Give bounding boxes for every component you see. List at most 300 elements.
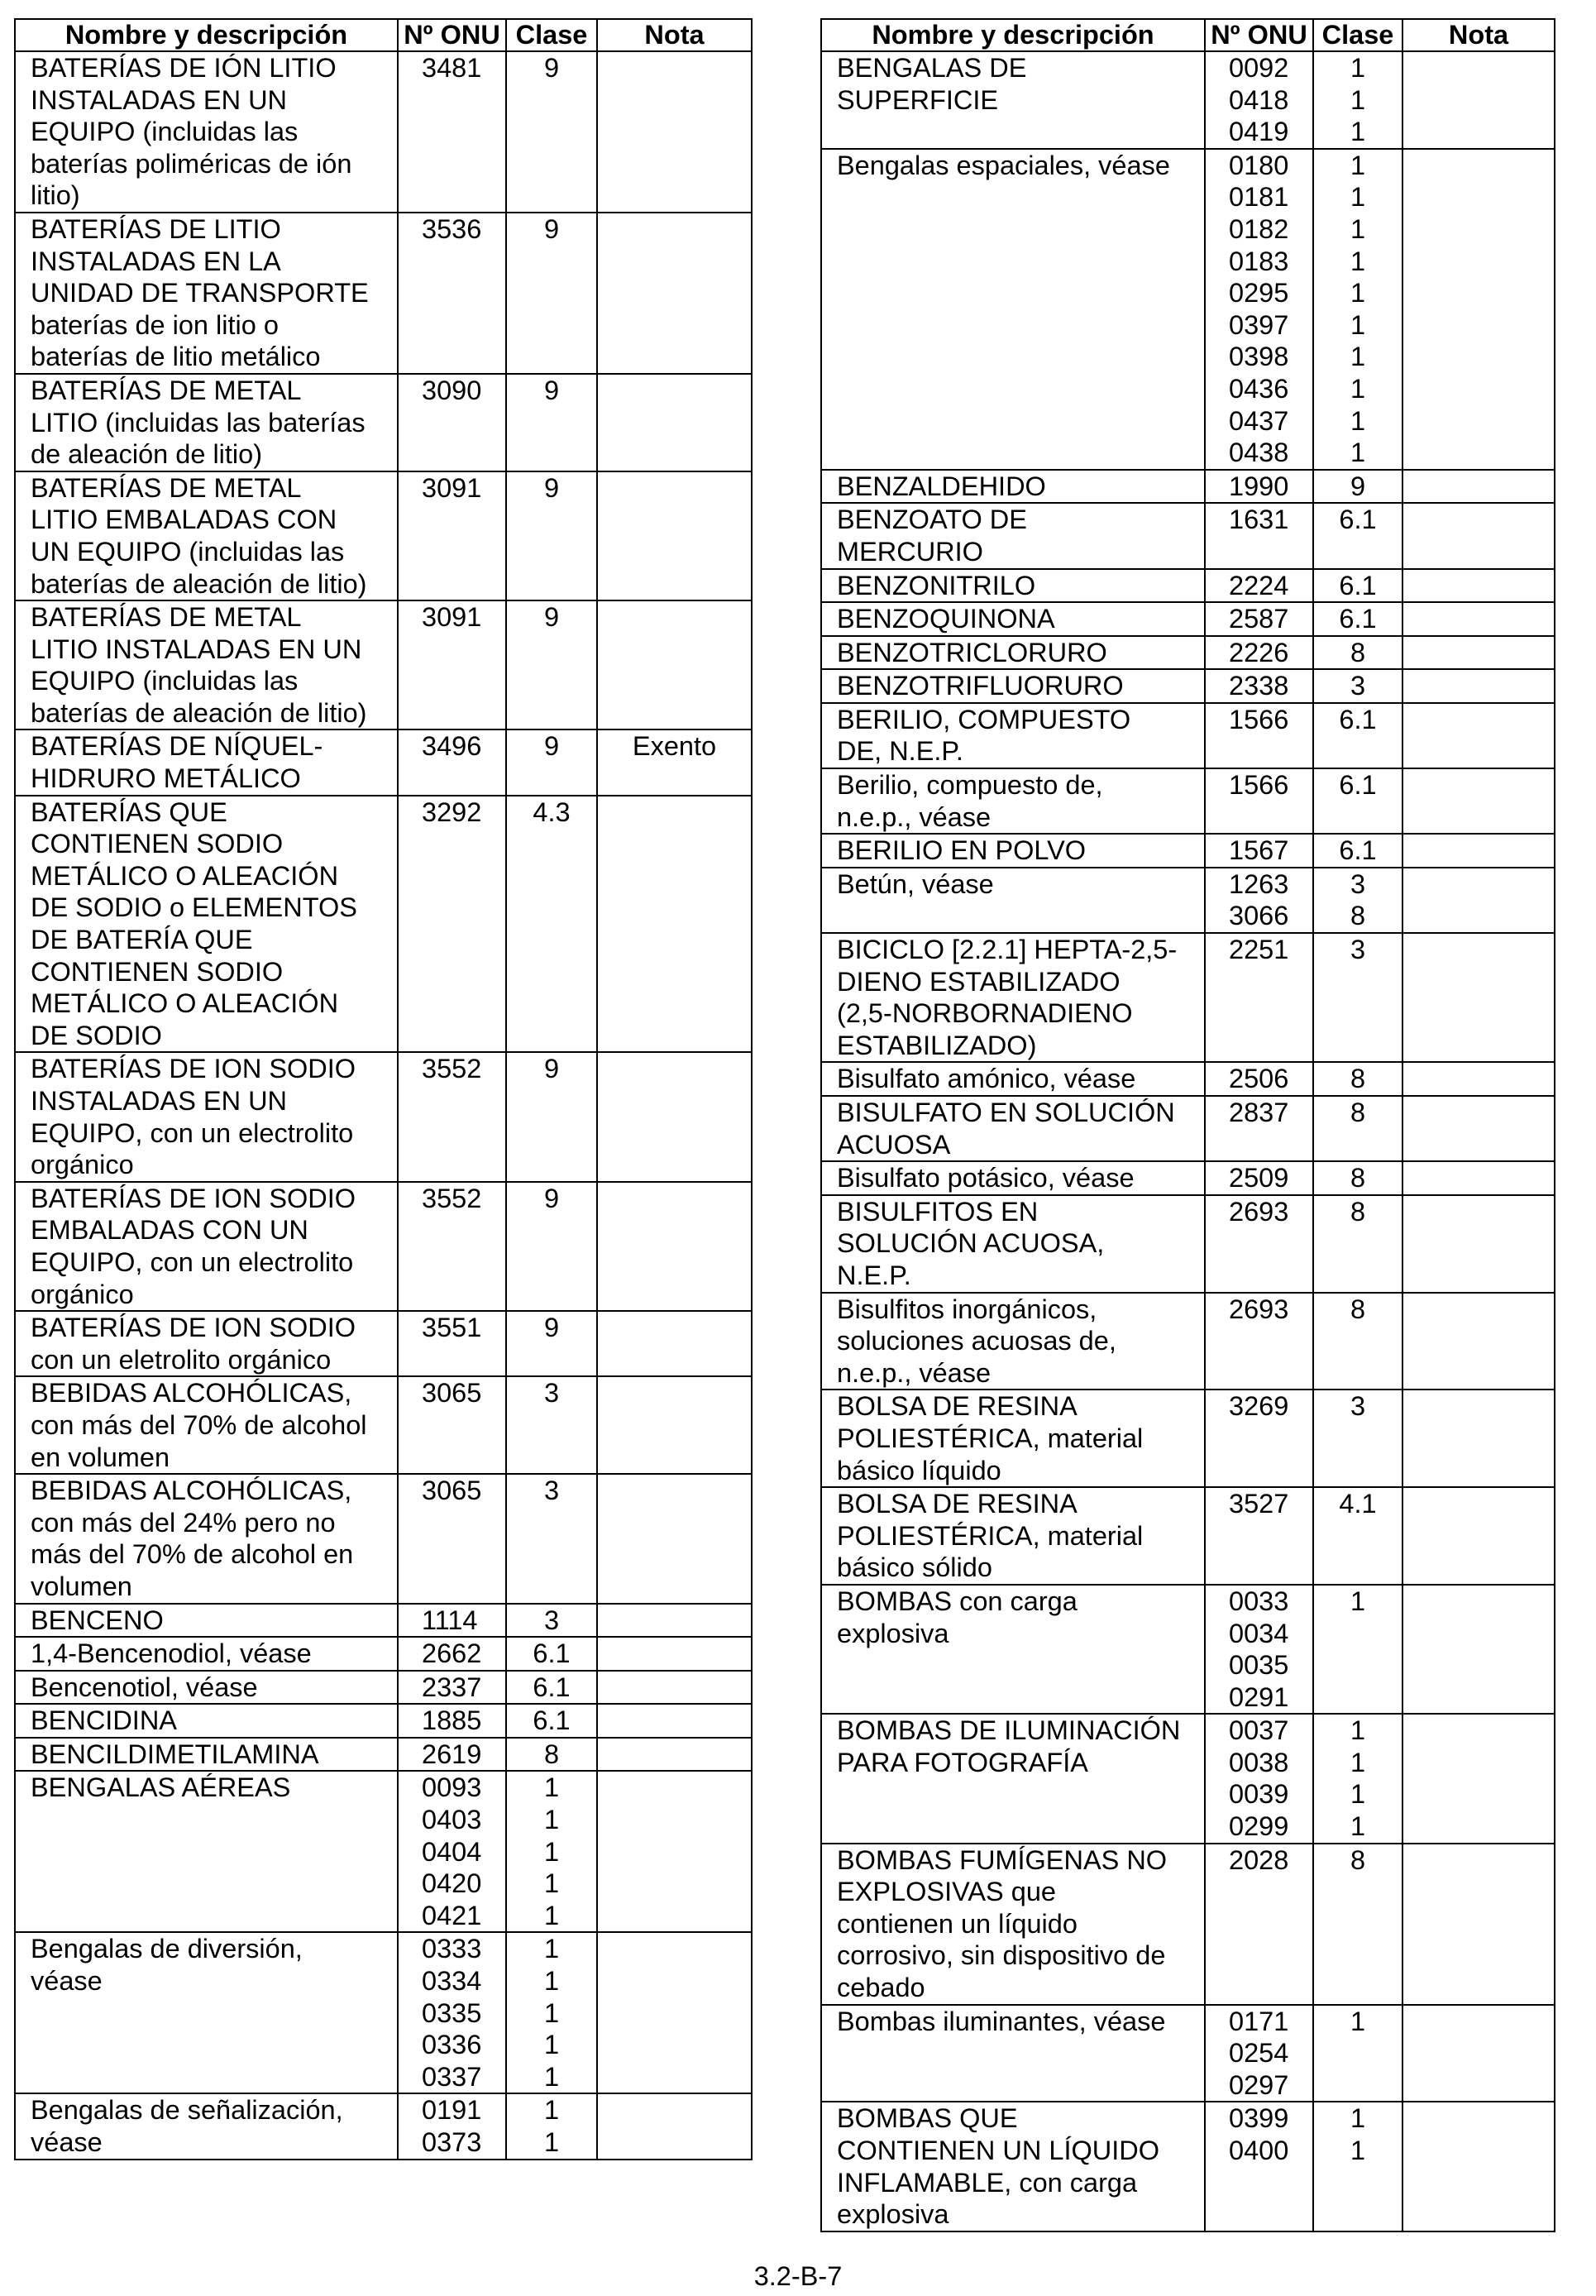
entry-name-line: BISULFATO EN SOLUCIÓN	[837, 1098, 1175, 1127]
entry-name-line: BATERÍAS QUE	[31, 796, 227, 827]
entry-name-line: UNIDAD DE TRANSPORTE	[31, 278, 369, 309]
un-number-line: 3091	[422, 602, 482, 633]
un-number-line: 3066	[1229, 901, 1289, 931]
table-row	[15, 1182, 752, 1311]
un-number-line: 0297	[1229, 2069, 1289, 2100]
hazard-class-line: 1	[1350, 405, 1366, 436]
un-number-line: 2338	[1229, 671, 1289, 701]
entry-name-cell	[15, 1376, 398, 1474]
hazard-class-line: 8	[1350, 901, 1366, 931]
note-cell	[597, 213, 752, 374]
un-number-line: 0333	[422, 1934, 482, 1964]
entry-name-cell	[821, 1293, 1205, 1390]
entry-name-line: BENZOTRIFLUORURO	[837, 671, 1124, 701]
note-cell	[1402, 1096, 1555, 1161]
un-number-cell	[1205, 149, 1313, 470]
un-number-cell	[1205, 1487, 1313, 1585]
note-cell	[597, 374, 752, 471]
un-number-line: 3527	[1229, 1489, 1289, 1519]
note-cell	[597, 796, 752, 1053]
hazard-class-line: 8	[1350, 637, 1366, 667]
un-number-cell	[398, 2093, 506, 2159]
un-number-line: 0181	[1229, 182, 1289, 213]
hazard-class-cell	[1313, 602, 1402, 636]
entry-name-line: BENZOTRICLORURO	[837, 637, 1107, 667]
entry-name-line: véase	[31, 2127, 103, 2157]
entry-name-line: HIDRURO METÁLICO	[31, 763, 301, 794]
un-number-cell	[398, 1376, 506, 1474]
un-number-line: 0183	[1229, 246, 1289, 276]
un-number-cell	[1205, 470, 1313, 504]
table-row	[15, 374, 752, 471]
entry-name-cell	[821, 768, 1205, 834]
hazard-class-line: 3	[1350, 1391, 1366, 1422]
hazard-class-line: 3	[543, 1476, 560, 1506]
hazard-class-line: 1	[543, 1772, 560, 1803]
entry-name-line: EXPLOSIVAS que	[837, 1877, 1056, 1907]
hazard-class-line: 1	[543, 1868, 560, 1899]
un-number-line: 1990	[1229, 471, 1289, 501]
entry-name-cell	[15, 2093, 398, 2159]
un-number-line: 0182	[1229, 213, 1289, 244]
table-row	[821, 602, 1555, 636]
table-row	[15, 51, 752, 213]
hazard-class-cell	[506, 1771, 597, 1932]
un-number-cell	[1205, 1585, 1313, 1714]
un-number-cell	[1205, 51, 1313, 149]
table-row	[15, 1311, 752, 1376]
un-number-line: 0437	[1229, 405, 1289, 436]
entry-name-line: ESTABILIZADO)	[837, 1030, 1037, 1060]
entry-name-cell	[15, 1637, 398, 1671]
hazard-class-cell	[506, 1311, 597, 1376]
entry-name-line: BOMBAS DE ILUMINACIÓN	[837, 1715, 1181, 1746]
table-row	[821, 868, 1555, 933]
table-row	[15, 1932, 752, 2093]
entry-name-line: METÁLICO O ALEACIÓN	[31, 988, 339, 1019]
hazard-class-line: 6.1	[1339, 604, 1377, 634]
un-number-line: 1631	[1229, 505, 1289, 535]
header-name: Nombre y descripción	[821, 19, 1205, 51]
note-cell	[1402, 1293, 1555, 1390]
entry-name-line: LITIO (incluidas las baterías	[31, 407, 366, 438]
un-number-line: 2224	[1229, 570, 1289, 600]
hazard-class-cell	[1313, 933, 1402, 1062]
hazard-class-line: 8	[543, 1739, 560, 1769]
entry-name-line: con un eletrolito orgánico	[31, 1344, 332, 1375]
entry-name-cell	[15, 600, 398, 729]
un-number-cell	[1205, 602, 1313, 636]
un-number-line: 0397	[1229, 309, 1289, 340]
hazard-class-line: 9	[1350, 471, 1366, 501]
entry-name-line: BOMBAS con carga	[837, 1586, 1078, 1616]
entry-name-line: INSTALADAS EN UN	[31, 84, 288, 115]
note-cell	[597, 1704, 752, 1738]
hazard-class-cell	[1313, 1714, 1402, 1843]
entry-name-line: BENZONITRILO	[837, 570, 1036, 600]
un-number-cell	[398, 1052, 506, 1181]
entry-name-line: CONTIENEN SODIO	[31, 829, 284, 859]
entry-name-line: SOLUCIÓN ACUOSA,	[837, 1228, 1105, 1259]
note-cell	[597, 2093, 752, 2159]
entry-name-cell	[821, 503, 1205, 568]
entry-name-line: básico sólido	[837, 1552, 992, 1583]
entry-name-line: POLIESTÉRICA, material	[837, 1423, 1144, 1453]
entry-name-line: UN EQUIPO (incluidas las	[31, 536, 345, 567]
table-row	[821, 569, 1555, 603]
note-cell	[1402, 768, 1555, 834]
un-number-cell	[1205, 1390, 1313, 1487]
hazard-class-line: 6.1	[533, 1705, 571, 1736]
un-number-cell	[1205, 768, 1313, 834]
hazard-class-line: 6.1	[1339, 835, 1377, 866]
un-number-cell	[1205, 669, 1313, 703]
entry-name-line: DE, N.E.P.	[837, 736, 963, 767]
un-number-line: 0337	[422, 2061, 482, 2092]
entry-name-line: BICICLO [2.2.1] HEPTA-2,5-	[837, 935, 1178, 965]
note-cell	[1402, 834, 1555, 868]
un-number-line: 3496	[422, 731, 482, 762]
note-cell	[1402, 470, 1555, 504]
entry-name-line: Berilio, compuesto de,	[837, 770, 1103, 801]
entry-name-line: BEBIDAS ALCOHÓLICAS,	[31, 1378, 352, 1409]
un-number-line: 0035	[1229, 1650, 1289, 1681]
note-cell	[597, 1738, 752, 1772]
entry-name-cell	[15, 471, 398, 600]
entry-name-cell	[821, 636, 1205, 670]
table-row	[821, 503, 1555, 568]
un-number-cell	[398, 1738, 506, 1772]
hazard-class-line: 1	[1350, 1715, 1366, 1746]
un-number-line: 0037	[1229, 1715, 1289, 1746]
note-cell	[1402, 1062, 1555, 1096]
hazard-class-cell	[506, 729, 597, 795]
un-number-line: 0420	[422, 1868, 482, 1899]
entry-name-line: más del 70% de alcohol en	[31, 1539, 354, 1570]
entry-name-cell	[15, 1604, 398, 1638]
un-number-line: 0180	[1229, 150, 1289, 180]
entry-name-line: baterías de litio metálico	[31, 342, 321, 372]
un-number-line: 0438	[1229, 438, 1289, 468]
hazard-class-cell	[1313, 1844, 1402, 2005]
entry-name-line: BOMBAS FUMÍGENAS NO	[837, 1844, 1168, 1875]
header-note: Nota	[597, 19, 752, 51]
hazard-class-line: 9	[543, 1313, 560, 1343]
table-row	[15, 729, 752, 795]
un-number-cell	[1205, 1195, 1313, 1293]
hazard-class-line: 3	[543, 1605, 560, 1635]
note-cell	[1402, 669, 1555, 703]
un-number-cell	[398, 1771, 506, 1932]
table-row	[821, 636, 1555, 670]
entry-name-line: CONTIENEN SODIO	[31, 956, 284, 987]
entry-name-line: cebado	[837, 1973, 925, 2003]
un-number-cell	[398, 1637, 506, 1671]
un-number-line: 3552	[422, 1054, 482, 1084]
un-number-cell	[1205, 2102, 1313, 2231]
un-number-cell	[398, 1604, 506, 1638]
hazard-class-cell	[1313, 2102, 1402, 2231]
entry-name-line: con más del 70% de alcohol	[31, 1409, 367, 1440]
entry-name-cell	[15, 1671, 398, 1705]
entry-name-cell	[821, 470, 1205, 504]
un-number-line: 2619	[422, 1739, 482, 1769]
hazard-class-line: 9	[543, 731, 560, 762]
hazard-class-line: 9	[543, 472, 560, 503]
hazard-class-line: 9	[543, 53, 560, 83]
table-row	[821, 703, 1555, 768]
entry-name-cell	[15, 1311, 398, 1376]
table-header-row	[821, 19, 1555, 51]
un-number-cell	[1205, 569, 1313, 603]
hazard-class-line: 1	[1350, 1779, 1366, 1810]
entry-name-cell	[821, 602, 1205, 636]
entry-name-line: POLIESTÉRICA, material	[837, 1520, 1144, 1551]
header-un-number: Nº ONU	[398, 19, 506, 51]
hazard-class-cell	[506, 1932, 597, 2093]
un-number-line: 2337	[422, 1672, 482, 1702]
entry-name-line: PARA FOTOGRAFÍA	[837, 1747, 1088, 1777]
hazard-class-cell	[1313, 636, 1402, 670]
entry-name-line: orgánico	[31, 1279, 134, 1309]
un-number-line: 0373	[422, 2127, 482, 2157]
entry-name-line: BOLSA DE RESINA	[837, 1489, 1078, 1519]
table-row	[821, 2005, 1555, 2102]
entry-name-line: explosiva	[837, 1618, 949, 1648]
hazard-class-cell	[1313, 1161, 1402, 1195]
hazard-class-line: 9	[543, 1183, 560, 1213]
entry-name-line: Bengalas espaciales, véase	[837, 150, 1170, 180]
hazard-class-line: 1	[1350, 2006, 1366, 2036]
un-number-line: 3090	[422, 375, 482, 405]
entry-name-cell	[821, 1487, 1205, 1585]
entry-name-line: Betún, véase	[837, 868, 994, 899]
entry-name-line: ACUOSA	[837, 1129, 951, 1160]
entry-name-cell	[15, 1704, 398, 1738]
un-number-line: 0419	[1229, 117, 1289, 147]
table-row	[15, 1771, 752, 1932]
entry-name-line: BATERÍAS DE ION SODIO	[31, 1183, 356, 1213]
entry-name-line: soluciones acuosas de,	[837, 1326, 1116, 1356]
entry-name-line: BENZALDEHIDO	[837, 471, 1046, 501]
hazard-class-line: 9	[543, 375, 560, 405]
hazard-class-cell	[506, 1052, 597, 1181]
hazard-class-cell	[1313, 703, 1402, 768]
note-cell	[1402, 1585, 1555, 1714]
un-number-line: 2587	[1229, 604, 1289, 634]
entry-name-cell	[821, 669, 1205, 703]
un-number-cell	[398, 471, 506, 600]
hazard-class-line: 1	[543, 2061, 560, 2092]
table-row	[821, 1390, 1555, 1487]
note-cell	[597, 1182, 752, 1311]
un-number-line: 0403	[422, 1805, 482, 1835]
un-number-line: 0421	[422, 1900, 482, 1930]
note-cell	[1402, 1844, 1555, 2005]
un-number-line: 2226	[1229, 637, 1289, 667]
un-number-line: 0093	[422, 1772, 482, 1803]
entry-name-line: MERCURIO	[837, 536, 983, 567]
entry-name-line: Bencenotiol, véase	[31, 1672, 258, 1702]
note-cell	[1402, 2102, 1555, 2231]
hazard-class-line: 6.1	[1339, 704, 1377, 734]
entry-name-line: Bisulfato amónico, véase	[837, 1064, 1136, 1094]
hazard-class-line: 8	[1350, 1844, 1366, 1875]
un-number-line: 0039	[1229, 1779, 1289, 1810]
entry-name-line: básico líquido	[837, 1455, 1001, 1485]
un-number-cell	[1205, 1161, 1313, 1195]
note-cell	[597, 1311, 752, 1376]
hazard-class-cell	[506, 1604, 597, 1638]
table-row	[15, 1671, 752, 1705]
un-number-cell	[1205, 1062, 1313, 1096]
table-row	[821, 1062, 1555, 1096]
note-cell	[1402, 2005, 1555, 2102]
table-body	[15, 51, 752, 2160]
table-row	[15, 1704, 752, 1738]
entry-name-cell	[15, 1052, 398, 1181]
entry-name-line: volumen	[31, 1571, 132, 1601]
entry-name-cell	[821, 1195, 1205, 1293]
note-cell	[597, 1771, 752, 1932]
hazard-class-line: 1	[543, 1997, 560, 2028]
note-cell	[597, 1932, 752, 2093]
entry-name-cell	[15, 374, 398, 471]
entry-name-line: LITIO EMBALADAS CON	[31, 505, 337, 535]
entry-name-line: Bombas iluminantes, véase	[837, 2006, 1166, 2036]
un-number-line: 2693	[1229, 1294, 1289, 1324]
entry-name-cell	[821, 703, 1205, 768]
un-number-line: 3269	[1229, 1391, 1289, 1422]
hazard-class-line: 6.1	[1339, 570, 1377, 600]
entry-name-cell	[821, 51, 1205, 149]
hazard-class-line: 1	[1350, 1747, 1366, 1777]
entry-name-cell	[821, 1844, 1205, 2005]
hazard-class-cell	[1313, 1195, 1402, 1293]
hazard-class-cell	[1313, 470, 1402, 504]
header-un-number: Nº ONU	[1205, 19, 1313, 51]
header-class: Clase	[506, 19, 597, 51]
un-number-line: 2506	[1229, 1064, 1289, 1094]
entry-name-line: BATERÍAS DE ION SODIO	[31, 1054, 356, 1084]
entry-name-line: BATERÍAS DE IÓN LITIO	[31, 53, 337, 83]
un-number-line: 0295	[1229, 278, 1289, 309]
dangerous-goods-table-right	[820, 18, 1555, 2232]
un-number-line: 1885	[422, 1705, 482, 1736]
un-number-cell	[398, 1474, 506, 1603]
hazard-class-line: 3	[1350, 935, 1366, 965]
entry-name-line: BATERÍAS DE LITIO	[31, 213, 281, 244]
hazard-class-line: 1	[1350, 342, 1366, 372]
entry-name-line: de aleación de litio)	[31, 439, 263, 470]
table-row	[821, 470, 1555, 504]
note-cell	[1402, 703, 1555, 768]
hazard-class-line: 8	[1350, 1064, 1366, 1094]
hazard-class-cell	[506, 796, 597, 1053]
entry-name-line: explosiva	[837, 2199, 949, 2230]
entry-name-line: BENZOQUINONA	[837, 604, 1055, 634]
entry-name-cell	[821, 149, 1205, 470]
hazard-class-cell	[1313, 569, 1402, 603]
note-cell	[597, 1052, 752, 1181]
hazard-class-cell	[506, 2093, 597, 2159]
hazard-class-cell	[1313, 868, 1402, 933]
hazard-class-cell	[506, 1637, 597, 1671]
un-number-line: 0254	[1229, 2038, 1289, 2069]
note-cell	[597, 51, 752, 213]
entry-name-line: véase	[31, 1966, 103, 1997]
note-cell	[597, 600, 752, 729]
un-number-line: 0034	[1229, 1618, 1289, 1648]
un-number-line: 0299	[1229, 1811, 1289, 1842]
entry-name-line: (2,5-NORBORNADIENO	[837, 998, 1133, 1029]
entry-name-line: baterías de aleación de litio)	[31, 568, 367, 599]
hazard-class-line: 6.1	[533, 1638, 571, 1669]
note-cell	[1402, 933, 1555, 1062]
un-number-line: 0400	[1229, 2136, 1289, 2165]
table-row	[15, 796, 752, 1053]
un-number-line: 1114	[422, 1605, 478, 1635]
hazard-class-line: 1	[1350, 117, 1366, 147]
un-number-line: 1566	[1229, 704, 1289, 734]
hazard-class-cell	[1313, 1390, 1402, 1487]
hazard-class-cell	[1313, 834, 1402, 868]
un-number-line: 2509	[1229, 1163, 1289, 1193]
hazard-class-line: 1	[543, 2127, 560, 2157]
table-row	[821, 1161, 1555, 1195]
entry-name-line: litio)	[31, 180, 80, 211]
hazard-class-line: 1	[543, 1805, 560, 1835]
hazard-class-line: 1	[1350, 1811, 1366, 1842]
entry-name-cell	[15, 1738, 398, 1772]
un-number-line: 3065	[422, 1378, 482, 1409]
un-number-cell	[398, 374, 506, 471]
entry-name-line: EQUIPO (incluidas las	[31, 666, 299, 696]
un-number-line: 0291	[1229, 1681, 1289, 1712]
un-number-line: 3065	[422, 1476, 482, 1506]
note-cell	[597, 1604, 752, 1638]
entry-name-line: n.e.p., véase	[837, 801, 992, 832]
hazard-class-line: 1	[1350, 246, 1366, 276]
un-number-cell	[398, 600, 506, 729]
hazard-class-line: 1	[1350, 84, 1366, 115]
un-number-cell	[1205, 1714, 1313, 1843]
entry-name-cell	[15, 729, 398, 795]
hazard-class-line: 1	[543, 2095, 560, 2126]
note-cell	[597, 1474, 752, 1603]
table-body	[821, 51, 1555, 2231]
table-row	[15, 1376, 752, 1474]
note-cell	[1402, 1487, 1555, 1585]
hazard-class-cell	[506, 600, 597, 729]
entry-name-cell	[821, 569, 1205, 603]
un-number-line: 0038	[1229, 1747, 1289, 1777]
un-number-cell	[1205, 1096, 1313, 1161]
entry-name-cell	[821, 2102, 1205, 2231]
un-number-line: 2837	[1229, 1098, 1289, 1127]
table-row	[821, 834, 1555, 868]
hazard-class-cell	[1313, 1585, 1402, 1714]
table-row	[15, 1052, 752, 1181]
hazard-class-cell	[1313, 1293, 1402, 1390]
entry-name-line: INFLAMABLE, con carga	[837, 2167, 1138, 2198]
note-cell	[597, 1637, 752, 1671]
un-number-cell	[1205, 636, 1313, 670]
table-row	[15, 1738, 752, 1772]
table-row	[821, 933, 1555, 1062]
hazard-class-line: 9	[543, 213, 560, 244]
table-row	[821, 1844, 1555, 2005]
